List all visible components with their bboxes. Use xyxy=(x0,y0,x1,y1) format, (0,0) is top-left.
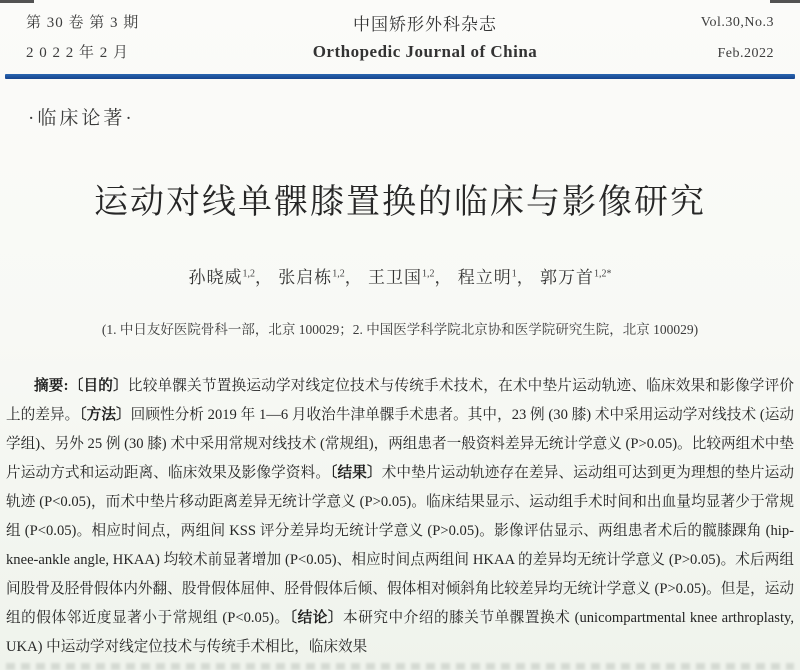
author xyxy=(278,268,363,287)
abstract-conclusion-tag: 〔结论〕 xyxy=(289,610,344,626)
author-separator: ， xyxy=(255,268,273,287)
cutoff-line-remnant xyxy=(6,663,794,670)
author xyxy=(540,268,612,287)
header-issue-block xyxy=(26,12,246,64)
author-affil-sup: 1,2 xyxy=(422,268,435,280)
abstract-objective-tag: 〔目的〕 xyxy=(68,378,128,394)
author xyxy=(368,268,453,287)
author-separator: ， xyxy=(434,268,453,287)
scan-artifact-top-right xyxy=(770,0,800,3)
scan-artifact-top-left xyxy=(0,0,34,3)
author-affil-sup: 1 xyxy=(511,268,517,280)
journal-name-en: Orthopedic Journal of China xyxy=(312,41,538,61)
affiliation-line: (1. 中日友好医院骨科一部，北京 100029；2. 中国医学科学院北京协和医学院研究生院，北京 100029) xyxy=(101,322,699,337)
abstract-paragraph xyxy=(6,372,794,662)
author-name: 张启栋 xyxy=(278,268,333,287)
author-name: 王卫国 xyxy=(368,268,422,287)
author-name: 程立明 xyxy=(457,268,512,287)
volume-issue-label: 第 30 卷 第 3 期 xyxy=(26,15,140,31)
issue-date-cn-label: 2 0 2 2 年 2 月 xyxy=(26,44,130,61)
author-affil-sup: 1,2 xyxy=(242,268,255,280)
header-vol-block xyxy=(604,12,774,64)
abstract-methods-text: 回顾性分析 2019 年 1—6 月收治牛津单髁手术患者。其中，23 例 (30 膝) 术中采用运动学对线技术 (运动学组)、另外 25 例 (30 膝) 术中采用常规对线技术 (常规组)，两组患者一般资料差异无统计学意义 (P>0.05)。比较两组术中垫片运动方式和运动距离、临床效果及影像学资料。 xyxy=(6,407,794,481)
author-affil-sup: 1,2* xyxy=(594,268,612,280)
abstract-label: 摘要: xyxy=(34,378,69,394)
abstract-methods-tag: 〔方法〕 xyxy=(79,407,131,423)
section-label: ·临床论著· xyxy=(28,108,135,129)
author xyxy=(189,268,274,287)
header-divider-rule xyxy=(5,74,795,79)
header-journal-name-block xyxy=(246,12,604,64)
abstract-objective-text: 比较单髁关节置换运动学对线定位技术与传统手术技术，在术中垫片运动轨迹、临床效果和影像学评价上的差异。 xyxy=(6,378,794,423)
article-title: 运动对线单髁膝置换的临床与影像研究 xyxy=(94,184,706,221)
journal-header xyxy=(0,0,800,70)
author-affil-sup: 1,2 xyxy=(332,268,345,280)
abstract-conclusion-text: 本研究中介绍的膝关节单髁置换术 (unicompartmental knee arthroplasty, UKA) 中运动学对线定位技术与传统手术相比，临床效果 xyxy=(6,610,794,655)
author-list xyxy=(0,263,800,288)
abstract-results-tag: 〔结果〕 xyxy=(330,465,382,481)
abstract-results-text: 术中垫片运动轨迹存在差异、运动组可达到更为理想的垫片运动轨迹 (P<0.05)，而术中垫片移动距离差异无统计学意义 (P>0.05)。临床结果显示、运动组手术时间和出血量均显著少于常规组 (P<0.05)。相应时间点，两组间 KSS 评分差异均无统计学意义 (P>0.05)。影像评估显示、两组患者术后的髋膝踝角 (hip-knee-ankle angle, HKAA) 均较术前显著增加 (P<0.05)、相应时间点两组间 HKAA 的差异均无统计学意义 (P>0.05)。术后两组间股骨及胫骨假体内外翻、股骨假体屈伸、胫骨假体后倾、假体相对倾斜角比较差异均无统计学意义 (P>0.05)。但是，运动组的假体邻近度显著小于常规组 (P<0.05)。 xyxy=(6,465,794,626)
volume-number-en: Vol.30,No.3 xyxy=(700,15,774,30)
issue-date-en: Feb.2022 xyxy=(717,46,774,61)
author xyxy=(458,268,535,287)
author-separator: ， xyxy=(344,268,363,287)
author-name: 郭万首 xyxy=(540,268,594,287)
author-separator: ， xyxy=(516,268,535,287)
journal-name-cn: 中国矫形外科杂志 xyxy=(353,15,497,34)
author-name: 孙晓威 xyxy=(188,268,243,287)
